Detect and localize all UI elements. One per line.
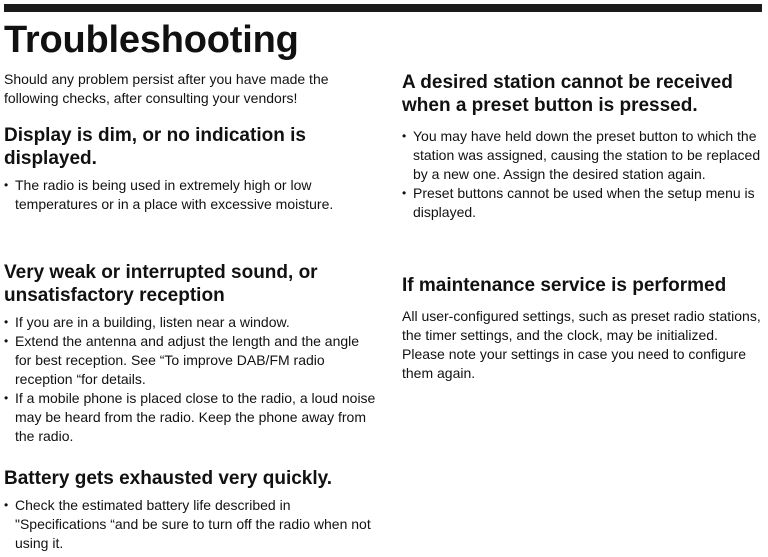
bullet-dot-icon: • — [4, 498, 9, 512]
paragraph: Please note your settings in case you need to configure them again. — [402, 346, 746, 381]
paragraph: All user-configured settings, such as preset radio stations, the timer settings, and the clock, may be initialized. — [402, 308, 761, 343]
section-heading: Battery gets exhausted very quickly. — [4, 468, 333, 489]
bullet-item — [4, 332, 376, 389]
bullet-text: Extend the antenna and adjust the length and the angle for best reception. See “To improve DAB/FM radio reception “for details. — [15, 333, 360, 387]
bullet-item — [402, 127, 764, 184]
bullet-item — [4, 496, 376, 553]
top-rule — [4, 4, 762, 12]
intro-text: Should any problem persist after you have made the following checks, after consulting your vendors! — [4, 71, 329, 106]
bullet-dot-icon: • — [4, 178, 9, 192]
bullet-list — [4, 496, 376, 553]
section-weak-sound — [4, 261, 376, 446]
bullet-dot-icon: • — [402, 129, 407, 143]
bullet-text: If you are in a building, listen near a window. — [15, 314, 290, 330]
bullet-dot-icon: • — [4, 315, 9, 329]
bullet-text: If a mobile phone is placed close to the radio, a loud noise may be heard from the radio. Keep the phone away from the radio. — [15, 390, 376, 444]
bullet-dot-icon: • — [402, 186, 407, 200]
bullet-dot-icon: • — [4, 391, 9, 405]
bullet-text: You may have held down the preset button to which the station was assigned, causing the station to be replaced by a new one. Assign the desired station again. — [413, 128, 761, 182]
bullet-list — [402, 127, 764, 222]
section-maintenance — [402, 274, 764, 383]
section-preset-station — [402, 71, 764, 222]
bullet-text: Preset buttons cannot be used when the setup menu is displayed. — [413, 185, 755, 220]
section-heading: Very weak or interrupted sound, or unsatisfactory reception — [4, 262, 318, 306]
bullet-item — [4, 176, 376, 214]
section-heading: Display is dim, or no indication is displayed. — [4, 125, 306, 169]
bullet-text: The radio is being used in extremely high or low temperatures or in a place with excessive moisture. — [15, 177, 334, 212]
bullet-dot-icon: • — [4, 334, 9, 348]
bullet-list — [4, 313, 376, 446]
bullet-item — [402, 184, 764, 222]
page-title: Troubleshooting — [4, 19, 299, 61]
section-heading: A desired station cannot be received when a preset button is pressed. — [402, 72, 733, 116]
bullet-text: Check the estimated battery life described in "Specifications “and be sure to turn off the radio when not using it. — [15, 497, 371, 551]
bullet-item — [4, 313, 376, 332]
section-display-dim — [4, 124, 376, 214]
bullet-item — [4, 389, 376, 446]
section-battery — [4, 467, 376, 553]
maintenance-text — [402, 307, 764, 383]
section-heading: If maintenance service is performed — [402, 275, 727, 296]
bullet-list — [4, 176, 376, 214]
